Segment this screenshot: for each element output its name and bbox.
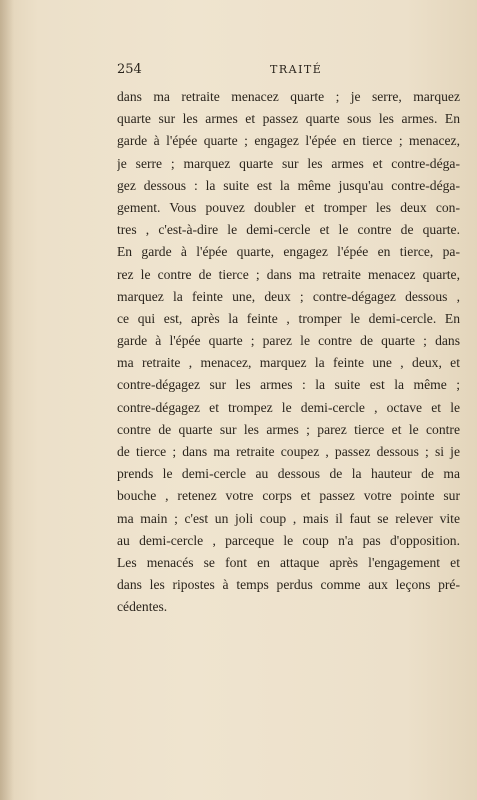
text-line: au demi-cercle , parceque le coup n'a pas d'opposition. xyxy=(117,532,460,548)
page-number: 254 xyxy=(117,62,142,77)
text-line: cédentes. xyxy=(117,599,168,615)
text-line: je serre ; marquez quarte sur les armes et contre-déga- xyxy=(117,155,460,171)
text-line: bouche , retenez votre corps et passez votre pointe sur xyxy=(117,488,460,504)
text-line: garde à l'épée quarte ; engagez l'épée en tierce ; menacez, xyxy=(117,133,460,149)
text-line: de tierce ; dans ma retraite coupez , passez dessous ; si je xyxy=(117,444,460,459)
text-line: quarte sur les armes et passez quarte sous les armes. En xyxy=(117,111,460,127)
text-line: ce qui est, après la feinte , tromper le demi-cercle. En xyxy=(117,310,460,326)
text-line: dans les ripostes à temps perdus comme aux leçons pré- xyxy=(117,577,460,593)
text-line: ma retraite , menacez, marquez la feinte une , deux, et xyxy=(117,355,460,371)
text-line: Les menacés se font en attaque après l'engagement et xyxy=(117,554,460,570)
text-line: marquez la feinte une, deux ; contre-dégagez dessous , xyxy=(117,288,460,304)
text-line: rez le contre de tierce ; dans ma retraite menacez quarte, xyxy=(117,266,460,282)
text-line: prends le demi-cercle au dessous de la hauteur de ma xyxy=(117,466,460,482)
text-line: garde à l'épée quarte ; parez le contre de quarte ; dans xyxy=(117,333,460,349)
text-line: gement. Vous pouvez doubler et tromper les deux con- xyxy=(117,199,460,215)
text-line: gez dessous : la suite est la même jusqu'au contre-déga- xyxy=(117,177,460,193)
text-line: ma main ; c'est un joli coup , mais il faut se relever vite xyxy=(117,510,460,526)
body-text xyxy=(117,86,460,619)
text-line: contre de quarte sur les armes ; parez tierce et le contre xyxy=(117,421,460,437)
spine-shadow xyxy=(0,0,14,800)
text-line: En garde à l'épée quarte, engagez l'épée en tierce, pa- xyxy=(117,244,460,260)
running-title: TRAITÉ xyxy=(270,63,323,76)
text-line: contre-dégagez sur les armes : la suite est la même ; xyxy=(117,377,460,393)
text-line: tres , c'est-à-dire le demi-cercle et le contre de quarte. xyxy=(117,222,460,238)
text-line: dans ma retraite menacez quarte ; je serre, marquez xyxy=(117,89,460,104)
running-head xyxy=(117,62,467,82)
text-line: contre-dégagez et trompez le demi-cercle , octave et le xyxy=(117,399,460,415)
